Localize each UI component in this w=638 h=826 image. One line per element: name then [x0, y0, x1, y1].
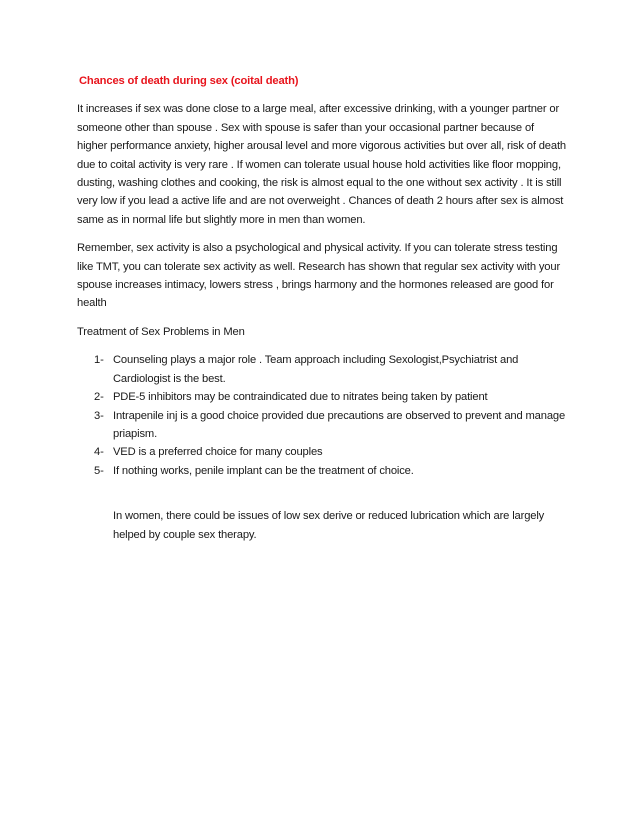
list-text: PDE-5 inhibitors may be contraindicated due to nitrates being taken by patient — [113, 391, 488, 404]
list-text: Intrapenile inj is a good choice provided due precautions are observed to prevent and manage priapism. — [113, 409, 566, 440]
list-item — [77, 462, 567, 480]
list-number: 4- — [94, 446, 104, 459]
treatment-list — [77, 351, 567, 480]
paragraph-women: In women, there could be issues of low sex derive or reduced lubrication which are largely helped by couple sex therapy. — [113, 510, 545, 541]
list-number: 3- — [94, 409, 104, 422]
list-number: 2- — [94, 391, 104, 404]
list-text: If nothing works, penile implant can be the treatment of choice. — [113, 464, 414, 477]
document-body — [77, 72, 567, 554]
list-number: 1- — [94, 354, 104, 367]
list-text: Counseling plays a major role . Team approach including Sexologist,Psychiatrist and Cardiologist is the best. — [113, 354, 519, 385]
section-heading: Chances of death during sex (coital death) — [79, 75, 299, 87]
list-number: 5- — [94, 464, 104, 477]
paragraph-treatment-title: Treatment of Sex Problems in Men — [77, 325, 245, 338]
list-text: VED is a preferred choice for many couples — [113, 446, 323, 459]
list-item — [77, 443, 567, 461]
paragraph-coital-risk: It increases if sex was done close to a large meal, after excessive drinking, with a younger partner or someone other than spouse . Sex with spouse is safer than your occasional partner because of higher performance anxiety, higher arousal level and more vigorous activities but over all, risk of death due to coital activity is very rare . If women can tolerate usual house hold activities like floor mopping, dusting, washing clothes and cooking, the risk is almost equal to the one without sex activity . It is still very low if you lead a active life and are not overweight . Chances of death 2 hours after sex is almost same as in normal life but slightly more in men than women. — [77, 103, 566, 226]
list-item — [77, 351, 567, 388]
paragraph-remember: Remember, sex activity is also a psychological and physical activity. If you can tolerate stress testing like TMT, you can tolerate sex activity as well. Research has shown that regular sex activity with your spouse increases intimacy, lowers stress , brings harmony and the hormones released are good for health — [77, 242, 561, 310]
list-item — [77, 388, 567, 406]
list-item — [77, 407, 567, 444]
